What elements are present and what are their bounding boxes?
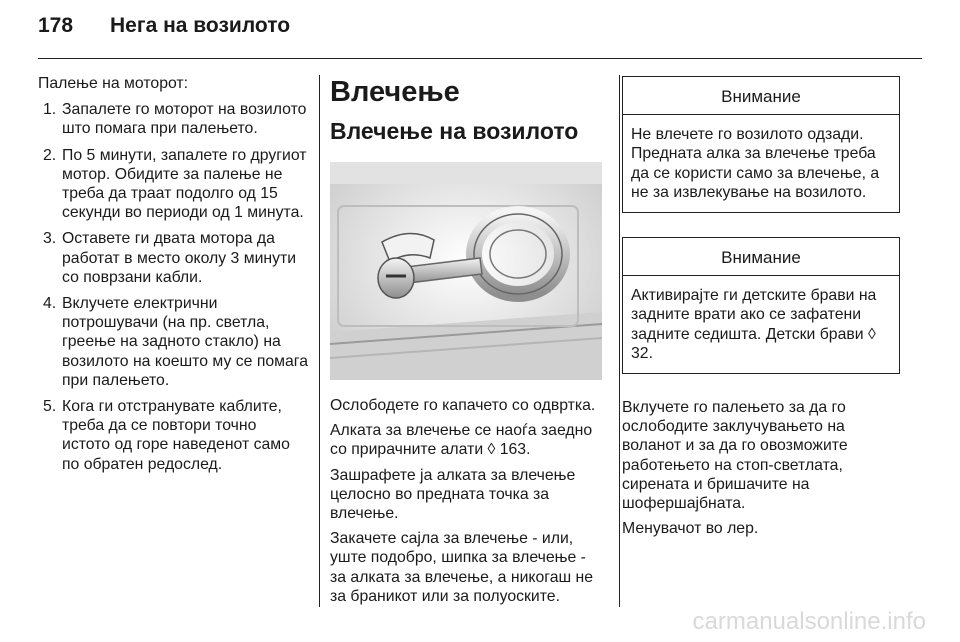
steps-list — [38, 100, 308, 474]
paragraph: Закачете сајла за влечење - или, уште подобро, шипка за влечење - за алката за влечење, а никогаш не за браникот или за полуоските. — [330, 530, 594, 605]
column-2 — [330, 76, 606, 612]
warning-title: Внимание — [623, 77, 899, 115]
step-text: Кога ги отстранувате каблите, треба да се повтори точно истото од горе наведенот само по обратен редослед. — [62, 398, 290, 473]
warning-title: Внимание — [623, 238, 899, 276]
paragraph: Ослободете го капачето со одвртка. — [330, 397, 596, 414]
paragraph: Вклучете го палењето за да го ослободите заклучувањето на воланот и за да го овозможите работењето на стоп-светлата, сирената и бришачите на шофершајбната. — [622, 399, 848, 513]
list-item — [38, 397, 308, 474]
watermark: carmanualsonline.info — [692, 608, 926, 635]
list-item — [38, 100, 308, 138]
warning-text: Активирајте ги детските брави на задните врати ако се зафатени задните седишта. Детски брави ◊ 32. — [631, 287, 877, 362]
paragraph: Зашрафете ја алката за влечење целосно во предната точка за влечење. — [330, 466, 576, 523]
paragraph: Алката за влечење се наоѓа заедно со прирачните алати ◊ 163. — [330, 422, 593, 459]
step-text: Вклучете електрични потрошувачи (на пр. светла, греење на задното стакло) на возилото на коешто му се помага при палењето. — [62, 295, 309, 389]
section-subheading: Влечење на возилото — [330, 118, 579, 144]
warning-box — [622, 76, 900, 213]
paragraph: Менувачот во лер. — [622, 520, 759, 538]
step-number: 5. — [43, 398, 57, 416]
step-text: По 5 минути, запалете го другиот мотор. Обидите за палење не треба да траат подолго од 15 секунди во периоди од 1 минута. — [62, 146, 307, 222]
step-number: 4. — [43, 295, 57, 313]
header-divider — [38, 58, 922, 59]
step-number: 3. — [43, 230, 57, 248]
step-text: Оставете ги двата мотора да работат в место околу 3 минути со поврзани кабли. — [62, 230, 297, 286]
column-divider-1 — [319, 75, 320, 607]
step-number: 1. — [43, 101, 57, 119]
list-item — [38, 146, 308, 223]
towing-eye-illustration — [330, 162, 602, 380]
warning-box — [622, 237, 900, 374]
section-heading: Влечење — [330, 76, 460, 108]
page-number: 178 — [38, 14, 74, 37]
towing-eye-icon — [330, 162, 602, 380]
intro-text: Палење на моторот: — [38, 75, 189, 92]
column-1 — [38, 74, 308, 474]
list-item — [38, 294, 308, 390]
step-text: Запалете го моторот на возилото што помага при палењето. — [62, 101, 307, 138]
warning-text: Не влечете го возилото одзади. Предната алка за влечење треба да се користи само за влечење, а не за извлекување на возилото. — [631, 126, 880, 201]
page-header — [38, 14, 290, 38]
page-title: Нега на возилото — [110, 14, 291, 37]
column-divider-2 — [619, 75, 620, 607]
step-number: 2. — [43, 146, 57, 164]
column-3 — [622, 76, 900, 544]
list-item — [38, 229, 308, 287]
